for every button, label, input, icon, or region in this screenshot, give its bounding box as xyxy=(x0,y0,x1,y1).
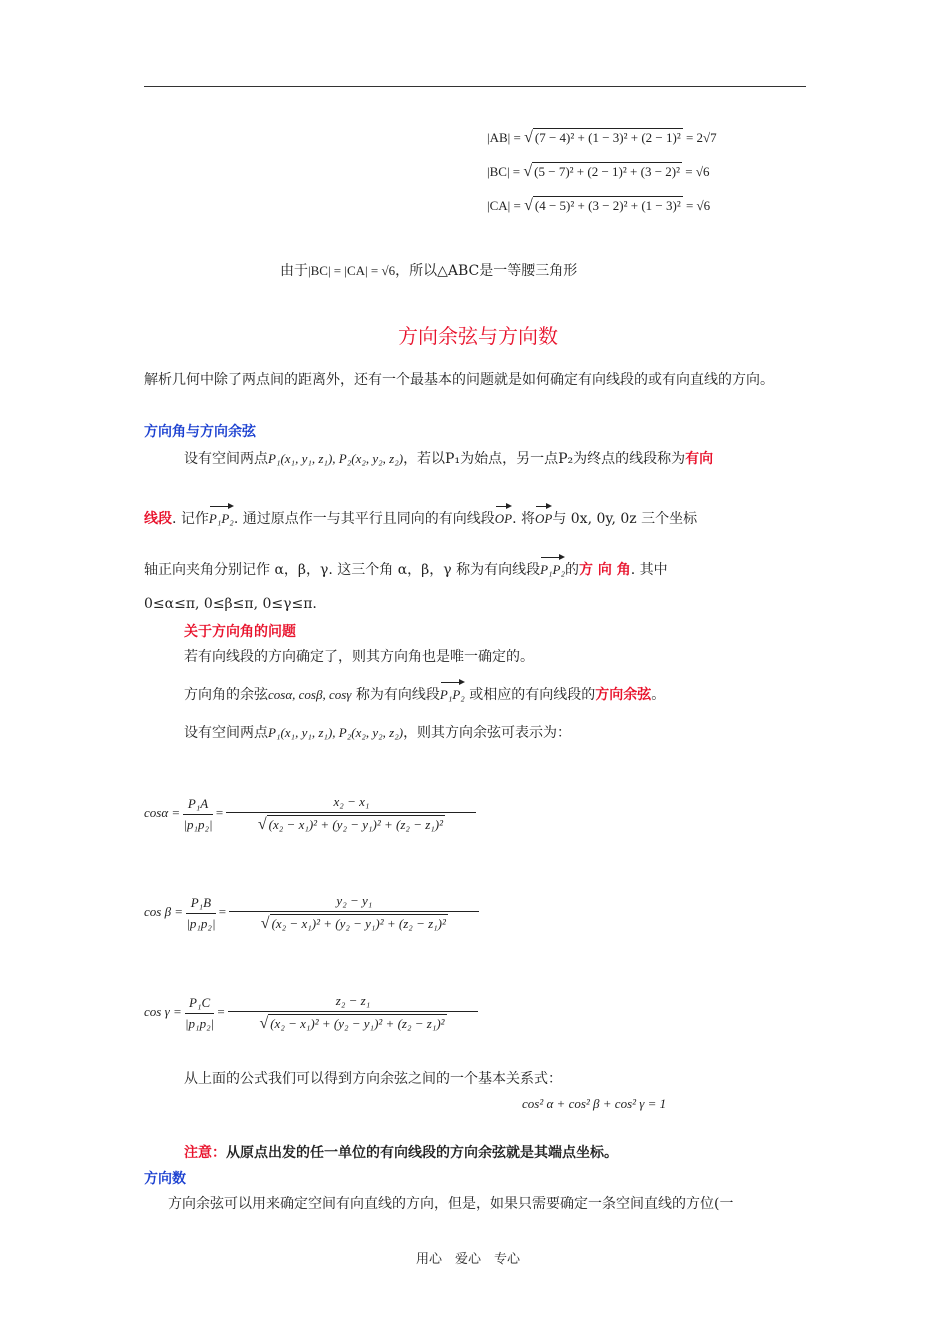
identity-formula: cos² α + cos² β + cos² γ = 1 xyxy=(522,1096,667,1111)
note-text: 从原点出发的任一单位的有向线段的方向余弦就是其端点坐标。 xyxy=(226,1145,618,1161)
page-footer: 用心 爱心 专心 xyxy=(416,1252,521,1267)
vector-op: OP xyxy=(495,502,512,527)
paragraph-directed-segment: 线段. 记作P₁P₂. 通过原点作一与其平行且同向的有向线段OP. 将OP与 0x, 0y, 0z 三个坐标 xyxy=(144,502,697,528)
section-title: 方向余弦与方向数 xyxy=(398,324,558,348)
angle-ranges: 0≤α≤π, 0≤β≤π, 0≤γ≤π. xyxy=(144,596,317,612)
note-label: 注意： xyxy=(184,1145,226,1161)
formula-cos-alpha: cosα = $\frac{\text{P₁A}}{\text{|p₁p₂|}}$ = $\frac{\text{x₂ − x₁}}{\text{√ (x₂ − x₁)² + (y₂ − y₁)² + (z₂ − z₁)²}}$ xyxy=(144,794,476,834)
formula-cos-gamma: cos γ = $\frac{\text{P₁C}}{\text{|p₁p₂|}}$ = $\frac{\text{z₂ − z₁}}{\text{√ (x₂ − x₁)² + (y₂ − y₁)² + (z₂ − z₁)²}}$ xyxy=(144,993,478,1033)
subheading-angle-question: 关于方向角的问题 xyxy=(184,624,296,640)
subheading-direction-numbers: 方向数 xyxy=(144,1171,186,1187)
isosceles-conclusion: 由于|BC| = |CA| = √6，所以△ABC是一等腰三角形 xyxy=(280,263,578,279)
paragraph-space-points: 设有空间两点P₁(x₁, y₁, z₁), P₂(x₂, y₂, z₂)，若以P₁为始点，另一点P₂为终点的线段称为有向 xyxy=(184,451,714,467)
distance-ab: |AB| = √ (7 − 4)² + (1 − 3)² + (2 − 1)² = 2√7 xyxy=(487,129,717,146)
paragraph-direction-numbers: 方向余弦可以用来确定空间有向直线的方向，但是，如果只需要确定一条空间直线的方位(一 xyxy=(168,1196,734,1212)
header-rule xyxy=(144,86,806,87)
paragraph-cosine-expression: 设有空间两点P₁(x₁, y₁, z₁), P₂(x₂, y₂, z₂)，则其方向余弦可表示为： xyxy=(184,725,572,741)
subheading-direction-angle: 方向角与方向余弦 xyxy=(144,424,256,440)
vector-op-2: OP xyxy=(535,502,552,527)
paragraph-unique-angle: 若有向线段的方向确定了，则其方向角也是唯一确定的。 xyxy=(184,649,534,665)
paragraph-direction-cosine: 方向角的余弦cosα, cosβ, cosγ 称为有向线段P₁P₂ 或相应的有向线段的方向余弦。 xyxy=(184,678,665,704)
formula-cos-beta: cos β = $\frac{\text{P₁B}}{\text{|p₁p₂|}}$ = $\frac{\text{y₂ − y₁}}{\text{√ (x₂ − x₁)² + (y₂ − y₁)² + (z₂ − z₁)²}}$ xyxy=(144,893,479,933)
vector-p1p2: P₁P₂ xyxy=(209,502,234,527)
distance-bc: |BC| = √ (5 − 7)² + (2 − 1)² + (3 − 2)² = √6 xyxy=(487,163,710,180)
distance-ca: |CA| = √ (4 − 5)² + (3 − 2)² + (1 − 3)² = √6 xyxy=(487,197,711,214)
intro-paragraph: 解析几何中除了两点间的距离外，还有一个最基本的问题就是如何确定有向线段的或有向直线的方向。 xyxy=(144,372,774,388)
paragraph-basic-relation: 从上面的公式我们可以得到方向余弦之间的一个基本关系式： xyxy=(184,1071,562,1087)
note xyxy=(184,1142,618,1162)
vector-p1p2-3: P₁P₂ xyxy=(440,678,465,703)
paragraph-direction-angles: 轴正向夹角分别记作 α，β，γ. 这三个角 α，β，γ 称为有向线段P₁P₂的方 向 角. 其中 xyxy=(144,553,668,579)
vector-p1p2-2: P₁P₂ xyxy=(540,553,565,578)
